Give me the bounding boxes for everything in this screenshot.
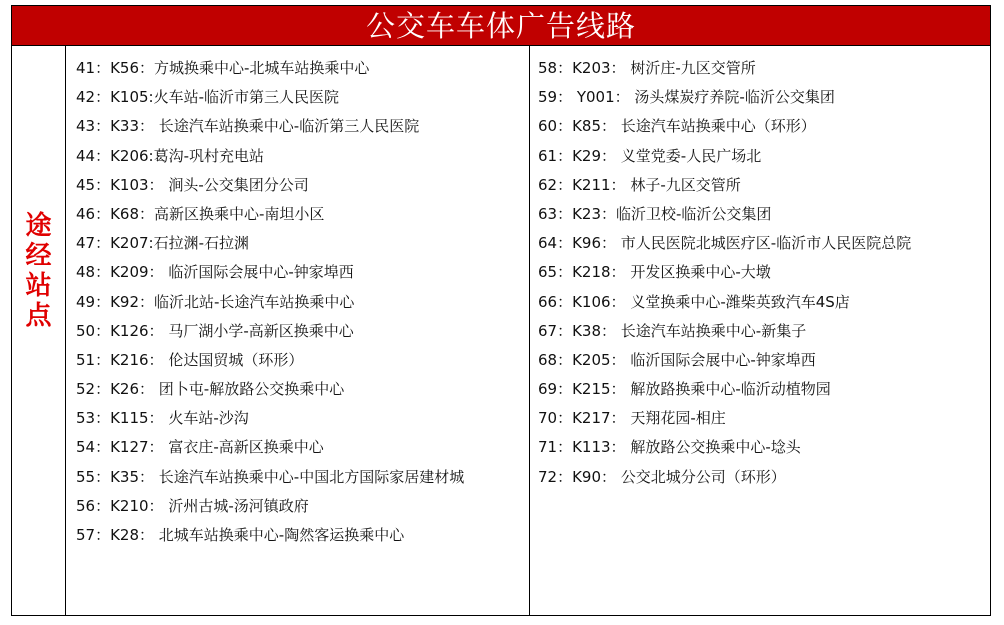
side-label-char: 经: [25, 241, 52, 271]
route-list-left: [66, 46, 530, 615]
route-item: 69：K215： 解放路换乘中心-临沂动植物园: [538, 380, 831, 399]
route-item: 50：K126： 马厂湖小学-高新区换乘中心: [76, 321, 354, 340]
side-column: [12, 46, 66, 615]
route-item: 63：K23：临沂卫校-临沂公交集团: [538, 204, 772, 223]
route-item: 72：K90： 公交北城分公司（环形）: [538, 467, 786, 486]
route-item: 49：K92：临沂北站-长途汽车站换乘中心: [76, 292, 355, 311]
route-item: 43：K33： 长途汽车站换乘中心-临沂第三人民医院: [76, 117, 420, 136]
side-label-char: 站: [25, 271, 52, 301]
route-item: 46：K68：高新区换乘中心-南坦小区: [76, 204, 325, 223]
route-item: 67：K38： 长途汽车站换乘中心-新集子: [538, 321, 807, 340]
route-item: 68：K205： 临沂国际会展中心-钟家埠西: [538, 350, 816, 369]
route-item: 61：K29： 义堂党委-人民广场北: [538, 146, 762, 165]
route-item: 52：K26： 团卜屯-解放路公交换乘中心: [76, 380, 345, 399]
route-item: 55：K35： 长途汽车站换乘中心-中国北方国际家居建材城: [76, 467, 465, 486]
route-item: 47：K207:石拉渊-石拉渊: [76, 234, 250, 253]
route-item: 48：K209： 临沂国际会展中心-钟家埠西: [76, 263, 354, 282]
route-item: 42：K105:火车站-临沂市第三人民医院: [76, 88, 340, 107]
side-label-char: 点: [25, 301, 52, 331]
route-item: 64：K96： 市人民医院北城医疗区-临沂市人民医院总院: [538, 234, 912, 253]
route-item: 58：K203： 树沂庄-九区交管所: [538, 59, 756, 77]
route-item: 62：K211： 林子-九区交管所: [538, 175, 741, 194]
route-item: 53：K115： 火车站-沙沟: [76, 409, 249, 428]
side-label-char: 途: [25, 211, 52, 241]
route-list-right: [530, 46, 990, 615]
route-item: 57：K28： 北城车站换乘中心-陶然客运换乘中心: [76, 526, 405, 544]
route-item: 60：K85： 长途汽车站换乘中心（环形）: [538, 117, 816, 136]
route-item: 59： Y001： 汤头煤炭疗养院-临沂公交集团: [538, 88, 835, 107]
route-item: 56：K210： 沂州古城-汤河镇政府: [76, 496, 309, 515]
route-item: 66：K106： 义堂换乘中心-潍柴英致汽车4S店: [538, 292, 850, 311]
side-label: [12, 211, 65, 331]
route-item: 51：K216： 伦达国贸城（环形）: [76, 350, 304, 369]
route-item: 41：K56：方城换乘中心-北城车站换乘中心: [76, 59, 370, 77]
route-item: 70：K217： 天翔花园-相庄: [538, 409, 726, 428]
route-item: 45：K103： 涧头-公交集团分公司: [76, 175, 309, 194]
table-title: 公交车车体广告线路: [12, 6, 990, 46]
route-item: 65：K218： 开发区换乘中心-大墩: [538, 263, 771, 282]
route-item: 44：K206:葛沟-巩村充电站: [76, 146, 265, 165]
route-item: 71：K113： 解放路公交换乘中心-埝头: [538, 438, 801, 457]
route-table: [11, 5, 991, 616]
route-item: 54：K127： 富衣庄-高新区换乘中心: [76, 438, 324, 457]
